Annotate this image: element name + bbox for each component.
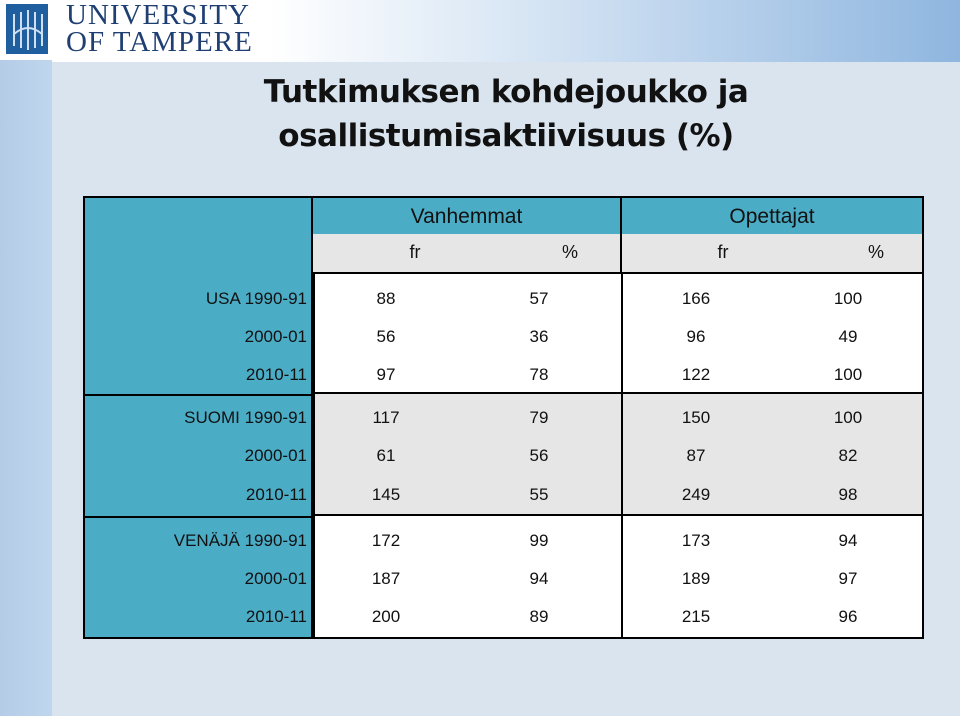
- row-label: 2010-11: [245, 607, 307, 626]
- row-label: 2000-01: [244, 327, 307, 346]
- table-cell: 150: [681, 408, 711, 427]
- table-cell: 87: [686, 446, 706, 465]
- title-line-2: osallistumisaktiivisuus (%): [278, 118, 734, 154]
- table-cell: 99: [529, 531, 549, 550]
- row-label: VENÄJÄ 1990-91: [173, 531, 307, 550]
- subheader-opettajat: [620, 234, 924, 274]
- table-cell: 78: [529, 365, 549, 384]
- table-cell: 49: [838, 327, 858, 346]
- university-logo-text: [66, 2, 253, 56]
- row-label: 2010-11: [245, 485, 307, 504]
- data-table: [83, 196, 924, 639]
- title-line-1: Tutkimuksen kohdejoukko ja: [263, 74, 749, 110]
- row-label: USA 1990-91: [205, 289, 307, 308]
- table-cell: 98: [838, 485, 858, 504]
- university-logo-icon: [6, 4, 48, 54]
- group-header-opettajat: Opettajat: [620, 196, 924, 236]
- label-divider: [83, 516, 313, 518]
- subheader-percent: %: [867, 242, 884, 262]
- subheader-fr: fr: [717, 242, 729, 262]
- table-cell: 88: [376, 289, 396, 308]
- table-cell: 61: [376, 446, 396, 465]
- table-cell: 249: [681, 485, 711, 504]
- table-cell: 97: [838, 569, 858, 588]
- table-cell: 145: [371, 485, 401, 504]
- table-cell: 97: [376, 365, 396, 384]
- subheader-fr: fr: [409, 242, 421, 262]
- table-cell: 79: [529, 408, 549, 427]
- table-cell: 166: [681, 289, 711, 308]
- table-cell: 122: [681, 365, 711, 384]
- table-cell: 187: [371, 569, 401, 588]
- table-cell: 56: [376, 327, 396, 346]
- table-cell: 36: [529, 327, 549, 346]
- row-label: 2010-11: [245, 365, 307, 384]
- table-cell: 82: [838, 446, 858, 465]
- logo-line-1: UNIVERSITY: [66, 0, 250, 31]
- subheader-percent: %: [561, 242, 578, 262]
- table-cell: 96: [838, 607, 858, 626]
- label-divider: [83, 394, 313, 396]
- table-cell: 215: [681, 607, 711, 626]
- row-label: 2000-01: [244, 446, 307, 465]
- table-cell: 96: [686, 327, 706, 346]
- group-header-vanhemmat: Vanhemmat: [311, 196, 622, 236]
- table-cell: 94: [529, 569, 549, 588]
- row-label: 2000-01: [244, 569, 307, 588]
- left-decor-band: [0, 60, 52, 716]
- table-cell: 189: [681, 569, 711, 588]
- table-cell: 173: [681, 531, 711, 550]
- logo-line-2: OF TAMPERE: [66, 26, 253, 58]
- table-cell: 89: [529, 607, 549, 626]
- slide-title: [52, 70, 960, 158]
- table-cell: 57: [529, 289, 549, 308]
- subheader-vanhemmat: [311, 234, 622, 274]
- table-cell: 200: [371, 607, 401, 626]
- table-cell: 100: [833, 408, 863, 427]
- table-cell: 56: [529, 446, 549, 465]
- table-cell: 94: [838, 531, 858, 550]
- table-cell: 55: [529, 485, 549, 504]
- table-cell: 100: [833, 365, 863, 384]
- table-cell: 117: [372, 408, 400, 427]
- row-label: SUOMI 1990-91: [184, 408, 307, 427]
- table-cell: 100: [833, 289, 863, 308]
- table-cell: 172: [371, 531, 401, 550]
